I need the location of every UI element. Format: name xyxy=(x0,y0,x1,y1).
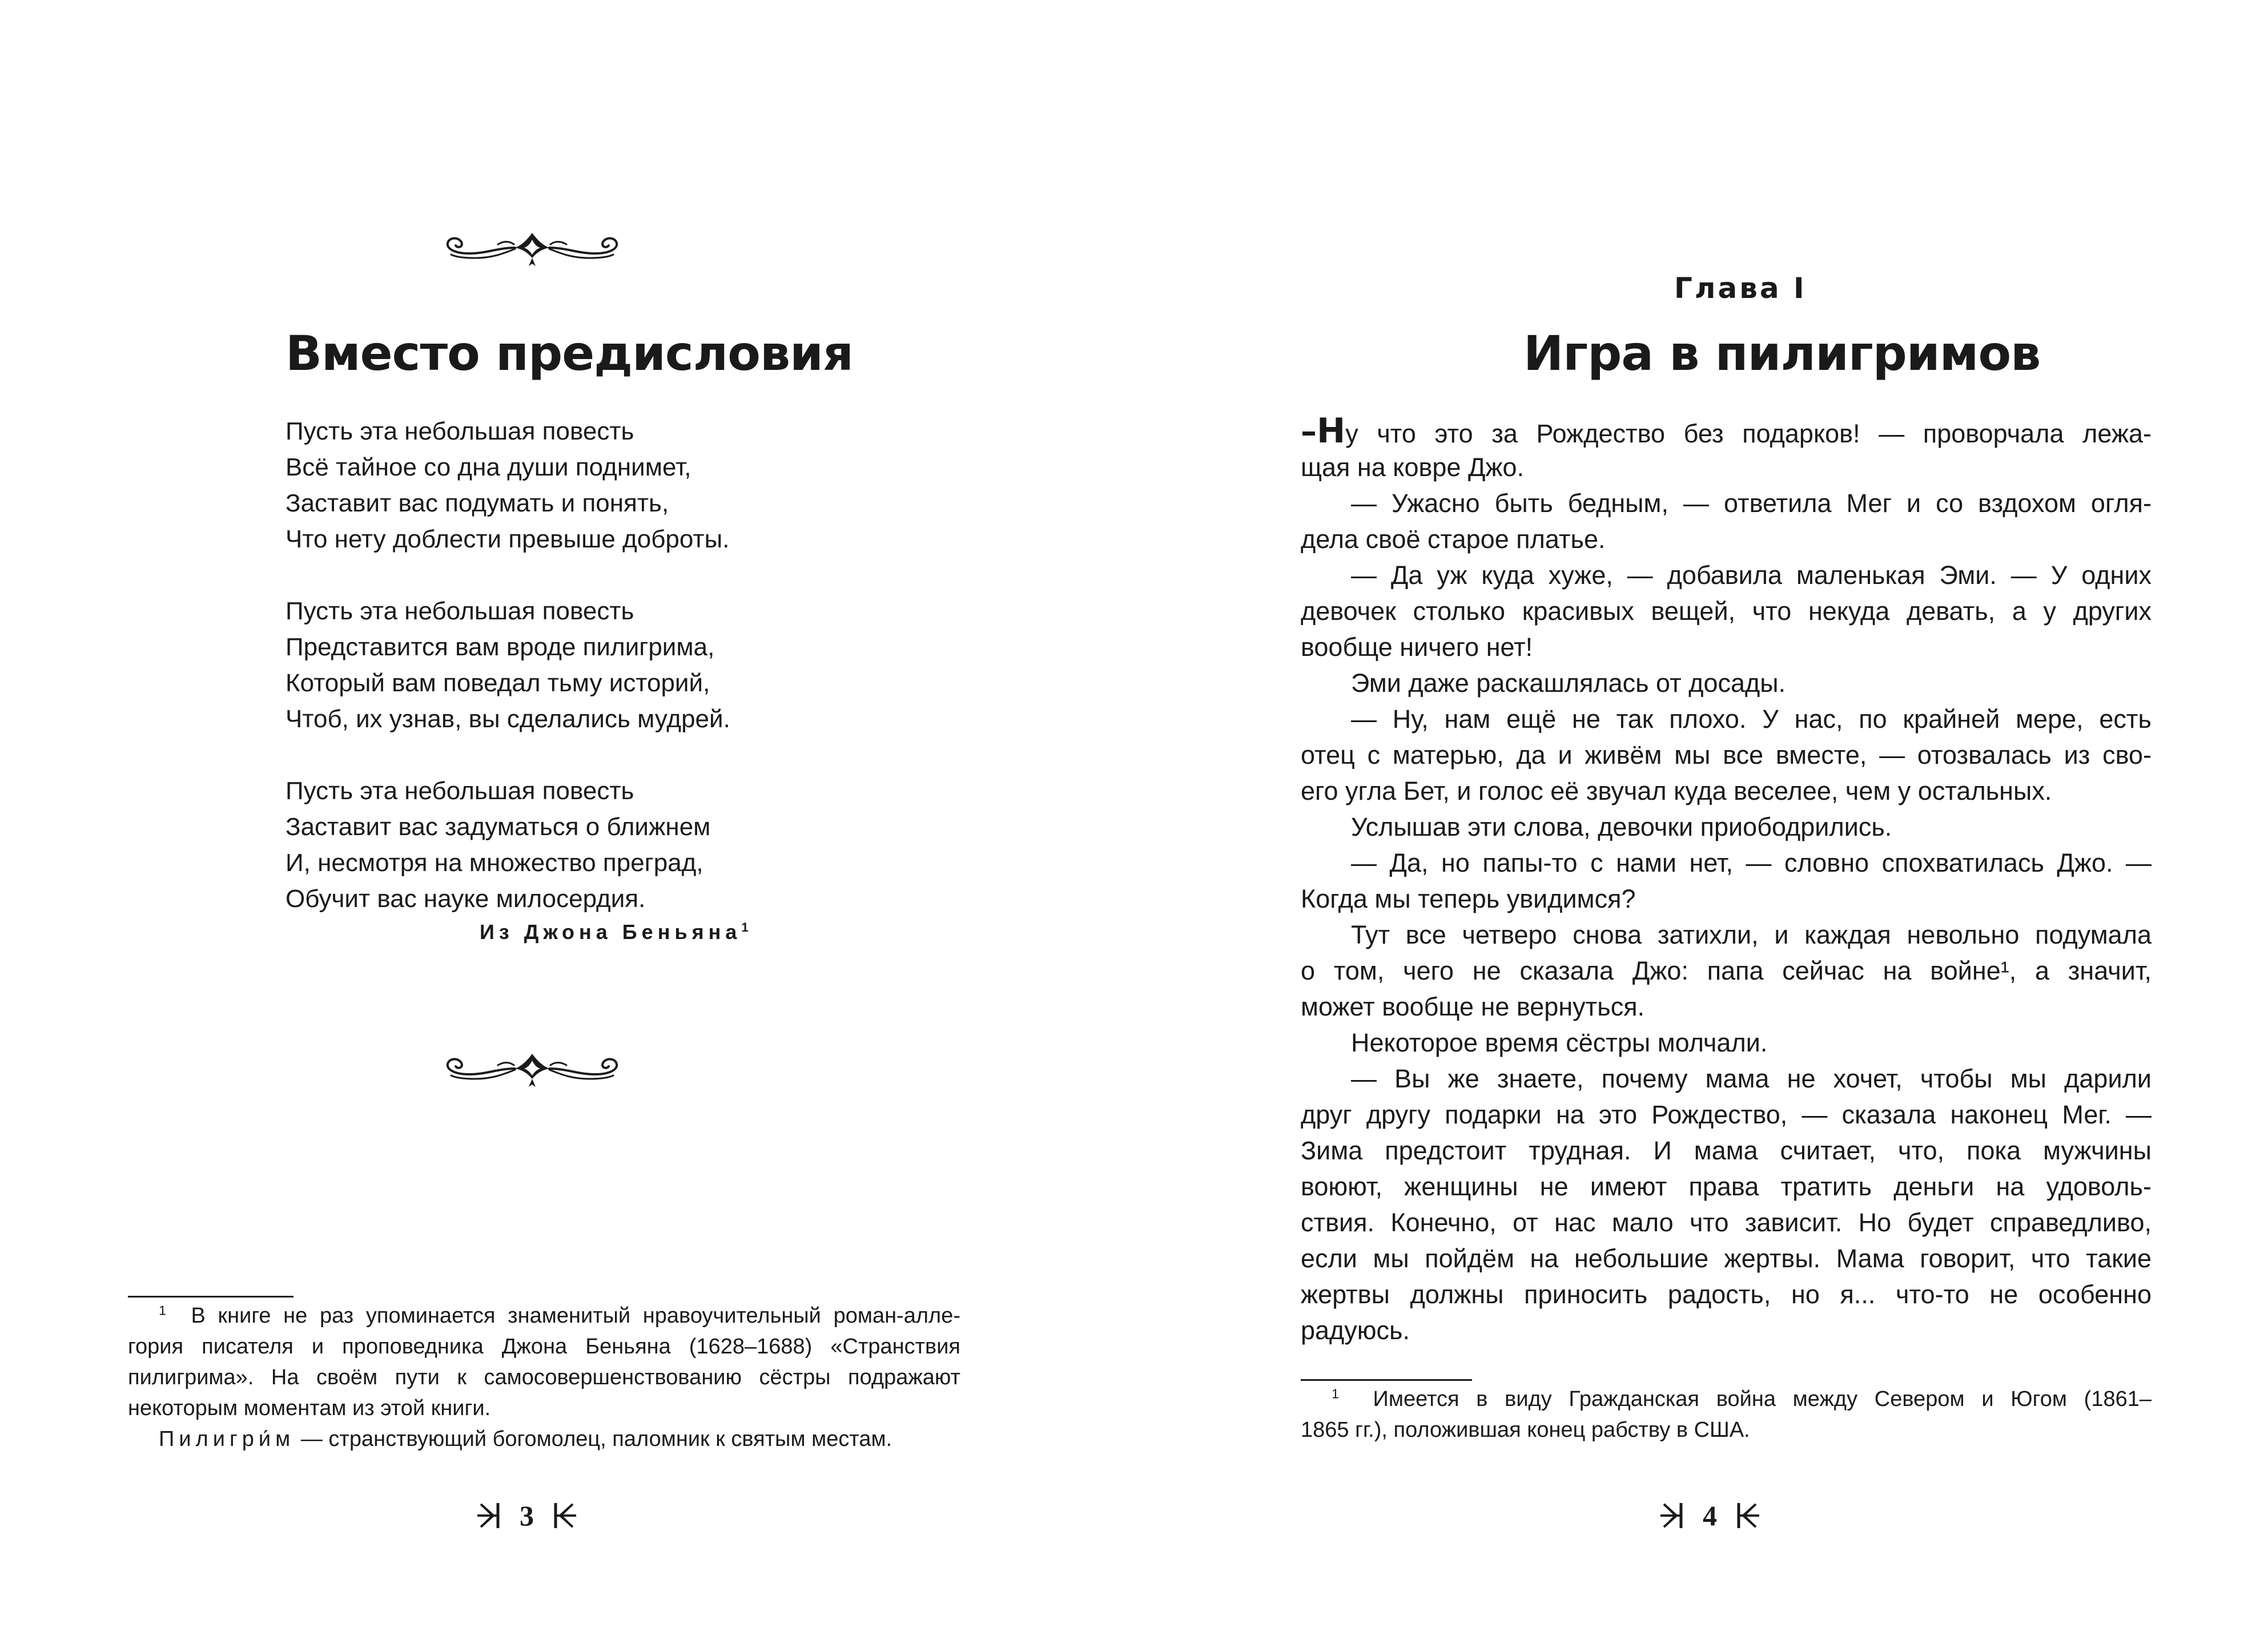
footnote-number: 1 xyxy=(1332,1386,1340,1401)
footnote xyxy=(128,1300,960,1454)
chapter-label: Глава I xyxy=(1674,272,1807,305)
footnote-number: 1 xyxy=(159,1303,167,1318)
poem-line: Заставит вас подумать и понять, xyxy=(285,489,669,517)
footnote-line: гория писателя и проповедника Джона Беньяна (1628–1688) «Странствия xyxy=(128,1335,960,1359)
footnote xyxy=(1301,1384,2152,1445)
text-line: щая на ковре Джо. xyxy=(1301,453,1525,482)
line-text: у что это за Рождество без подарков! — проворчала лежа- xyxy=(1345,419,2152,448)
page-number xyxy=(1659,1496,1760,1536)
text-line: Тут все четверо снова затихли, и каждая невольно подумала xyxy=(1351,920,2152,949)
stanza xyxy=(285,413,856,557)
text-line: жертвы должны приносить радость, но я... что-то не особенно xyxy=(1301,1280,2152,1309)
text-line: девочек столько красивых вещей, что некуда девать, а у других xyxy=(1301,597,2152,626)
text-line: Зима предстоит трудная. И мама считает, что, пока мужчины xyxy=(1301,1136,2152,1165)
text-line: — Вы же знаете, почему мама не хочет, чтобы мы дарили xyxy=(1351,1064,2152,1093)
text-line: — Ну, нам ещё не так плохо. У нас, по крайней мере, есть xyxy=(1351,704,2152,734)
footnote-text: В книге не раз упоминается знаменитый нравоучительный роман-алле- xyxy=(191,1304,960,1328)
text-line: дела своё старое платье. xyxy=(1301,525,1606,554)
footnote-definition xyxy=(128,1424,960,1454)
text-line: Когда мы теперь увидимся? xyxy=(1301,884,1636,913)
text-line: вообще ничего нет! xyxy=(1301,632,1533,662)
poem-line: Пусть эта небольшая повесть xyxy=(285,597,634,625)
poem-line: И, несмотря на множество преград, xyxy=(285,849,703,877)
footnote-reference[interactable]: 1 xyxy=(741,920,753,934)
footnote-line: пилигрима». На своём пути к самосовершенствованию сёстры подражают xyxy=(128,1365,960,1389)
drop-cap: Н xyxy=(1317,411,1346,451)
text-line: Эми даже раскашлялась от досады. xyxy=(1351,668,1786,698)
poem-attribution xyxy=(480,920,753,944)
poem-line: Представится вам вроде пилигрима, xyxy=(285,633,715,661)
chapter-title: Игра в пилигримов xyxy=(1523,325,2041,381)
text-line: отец с матерью, да и живём мы все вместе, — отозвалась из сво- xyxy=(1301,740,2152,769)
page-number xyxy=(476,1496,577,1536)
poem-line: Чтоб, их узнав, вы сделались мудрей. xyxy=(285,705,730,733)
page-title: Вместо предисловия xyxy=(285,325,853,381)
scroll-ornament-icon xyxy=(435,228,629,268)
footnote-divider xyxy=(128,1296,293,1298)
footnote-definition-text: — странствующий богомолец, паломник к святым местам. xyxy=(300,1427,892,1451)
text-line: его угла Бет, и голос её звучал куда веселее, чем у остальных. xyxy=(1301,776,2052,805)
poem-line: Пусть эта небольшая повесть xyxy=(285,417,634,445)
footnote-line xyxy=(1301,1384,2152,1415)
page-number-value: 4 xyxy=(1703,1500,1717,1532)
page-number-value: 3 xyxy=(520,1500,534,1532)
footnote-term: Пилигри́м xyxy=(159,1427,295,1451)
stanza xyxy=(285,773,856,917)
poem xyxy=(285,413,856,917)
arrow-bracket-left-icon xyxy=(1659,1500,1686,1532)
arrow-bracket-left-icon xyxy=(476,1500,502,1532)
text-line: воюют, женщины не имеют права тратить деньги на удоволь- xyxy=(1301,1172,2152,1201)
poem-line: Который вам поведал тьму историй, xyxy=(285,669,710,697)
attribution-text: Из Джона Беньяна xyxy=(480,920,742,944)
poem-line: Пусть эта небольшая повесть xyxy=(285,777,634,805)
text-line: Услышав эти слова, девочки приободрились. xyxy=(1351,812,1892,841)
text-line: если мы пойдём на небольшие жертвы. Мама говорит, что такие xyxy=(1301,1244,2152,1273)
text-line: ствия. Конечно, от нас мало что зависит. Но будет справедливо, xyxy=(1301,1208,2152,1237)
text-line: радуюсь. xyxy=(1301,1316,1410,1345)
poem-line: Заставит вас задуматься о ближнем xyxy=(285,813,711,841)
text-line: — Да уж куда хуже, — добавила маленькая Эми. — У одних xyxy=(1351,561,2152,590)
text-line: может вообще не вернуться. xyxy=(1301,992,1645,1021)
footnote-text: Имеется в виду Гражданская война между Севером и Югом (1861– xyxy=(1373,1387,2152,1411)
footnote-line: некоторым моментам из этой книги. xyxy=(128,1396,491,1420)
text-line: Некоторое время сёстры молчали. xyxy=(1351,1028,1768,1057)
stanza xyxy=(285,593,856,737)
opening-dash: – xyxy=(1301,413,1317,450)
scroll-ornament-icon xyxy=(435,1049,629,1089)
poem-line: Обучит вас науке милосердия. xyxy=(285,885,646,913)
arrow-bracket-right-icon xyxy=(551,1500,577,1532)
footnote-line xyxy=(128,1300,960,1331)
chapter-text xyxy=(1301,413,2152,1348)
footnote-divider xyxy=(1301,1379,1472,1381)
poem-line: Что нету доблести превыше доброты. xyxy=(285,525,730,553)
footnote-line: 1865 гг.), положившая конец рабству в США. xyxy=(1301,1418,1750,1442)
first-paragraph-line xyxy=(1301,413,2152,449)
text-line: о том, чего не сказала Джо: папа сейчас на войне¹, а значит, xyxy=(1301,956,2152,985)
poem-line: Всё тайное со дна души поднимет, xyxy=(285,453,691,481)
text-line: друг другу подарки на это Рождество, — сказала наконец Мег. — xyxy=(1301,1100,2152,1129)
arrow-bracket-right-icon xyxy=(1734,1500,1760,1532)
text-line: — Ужасно быть бедным, — ответила Мег и со вздохом огля- xyxy=(1351,489,2152,518)
text-line: — Да, но папы-то с нами нет, — словно спохватилась Джо. — xyxy=(1351,848,2152,877)
